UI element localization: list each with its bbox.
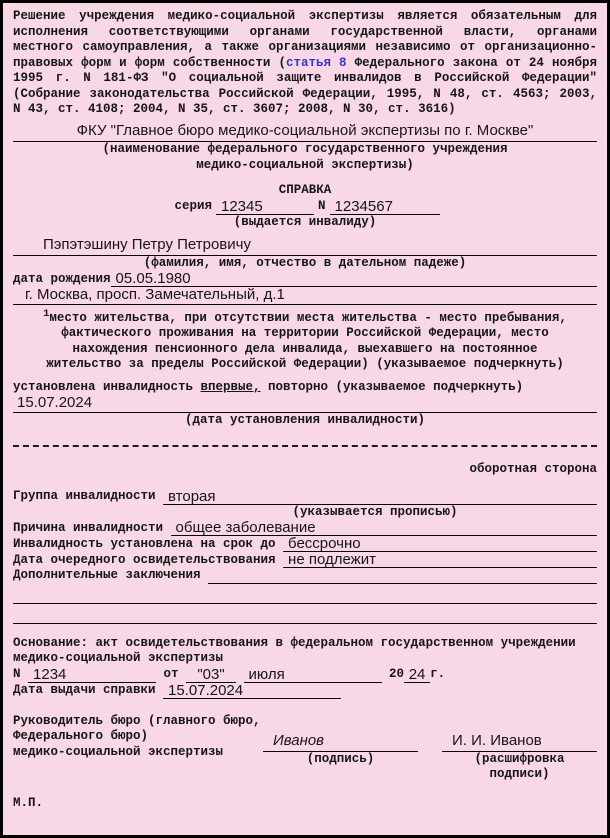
signatory-title-line1: Руководитель бюро (главного бюро, bbox=[13, 713, 261, 728]
disability-cause-row bbox=[13, 520, 597, 536]
group-value-field: вторая bbox=[163, 489, 597, 505]
back-side-label: оборотная сторона bbox=[469, 462, 597, 477]
stamp-place-label: М.П. bbox=[13, 795, 44, 810]
basis-month-field: июля bbox=[244, 667, 382, 683]
signatory-title-line2: Федерального бюро) bbox=[13, 729, 149, 744]
legal-text-before: Решение учреждения медико-социальной экспертизы является обязательным для исполнения соответствующими органами государственной власти, органами местного самоуправления, а также организациями независимо от организационно-правовых форм и форм собственности ( bbox=[13, 9, 597, 70]
issue-date-label: Дата выдачи справки bbox=[13, 683, 164, 698]
basis-year-suffix: г. bbox=[430, 667, 446, 682]
number-label: N bbox=[318, 199, 326, 213]
issue-date-field: 15.07.2024 bbox=[163, 683, 341, 699]
disability-date-caption: (дата установления инвалидности) bbox=[184, 412, 426, 427]
org-name-field: ФКУ "Главное бюро медико-социальной экспертизы по г. Москве" bbox=[13, 123, 597, 143]
signature-caption: (подпись) bbox=[306, 751, 375, 766]
article-8-link[interactable]: статья 8 bbox=[285, 55, 347, 70]
basis-year-prefix: 20 bbox=[381, 667, 405, 682]
basis-number-row bbox=[13, 667, 597, 683]
issue-date-row bbox=[13, 683, 597, 699]
next-exam-value-field: не подлежит bbox=[283, 552, 597, 568]
cause-value-field: общее заболевание bbox=[171, 520, 597, 536]
disability-established-line bbox=[13, 380, 597, 396]
basis-number-label: N bbox=[13, 667, 29, 682]
footnote-line2: фактического проживания на территории Российской Федерации, место bbox=[61, 326, 549, 341]
legal-text-after: Федерального закона от 24 ноября 1995 г. N 181-ФЗ "О социальной защите инвалидов в Российской Федерации" (Собрание законодательства Российской Федерации, 1995, N 48, ст. 4563; 2003, N 43, ст. 4108; 2004, N 35, ст. 3607; 2008, N 30, ст. 3616) bbox=[13, 55, 597, 116]
series-value-field: 12345 bbox=[216, 199, 314, 215]
signature-name-caption: (расшифровка подписи) bbox=[474, 751, 565, 782]
extra-conclusions-blank-line-2 bbox=[13, 604, 597, 624]
basis-month-spacer bbox=[236, 667, 244, 683]
extra-conclusions-label: Дополнительные заключения bbox=[13, 568, 209, 583]
signature-field bbox=[263, 733, 418, 783]
person-name-field: Пэпэтэшину Петру Петровичу bbox=[13, 237, 597, 256]
extra-conclusions-blank-line-1 bbox=[13, 584, 597, 604]
signature-block bbox=[13, 714, 597, 783]
footnote-line3: нахождения пенсионного дела инвалида, выехавшего на постоянное bbox=[72, 341, 538, 356]
basis-day-field: "03" bbox=[186, 667, 236, 683]
repeat-suffix: повторно (указываемое подчеркнуть) bbox=[260, 379, 524, 394]
basis-paragraph: Основание: акт освидетельствования в федеральном государственном учреждении медико-социальной экспертизы bbox=[13, 635, 576, 666]
extra-conclusions-field bbox=[208, 583, 597, 584]
series-label: серия bbox=[174, 199, 212, 213]
footnote-line4: жительство за пределы Российской Федерации) (указываемое подчеркнуть) bbox=[46, 357, 564, 372]
certificate-title: СПРАВКА bbox=[278, 183, 332, 197]
series-number-row bbox=[13, 199, 597, 215]
cause-label: Причина инвалидности bbox=[13, 520, 171, 535]
birth-date-row bbox=[13, 271, 597, 287]
next-exam-row bbox=[13, 552, 597, 568]
legal-preamble bbox=[13, 9, 597, 118]
birth-date-field: 05.05.1980 bbox=[111, 271, 597, 287]
next-exam-label: Дата очередного освидетельствования bbox=[13, 552, 284, 567]
signatory-title-line3: медико-социальной экспертизы bbox=[13, 744, 224, 759]
residence-footnote bbox=[13, 307, 597, 373]
signature-fields bbox=[263, 733, 597, 783]
group-caption: (указывается прописью) bbox=[292, 504, 458, 519]
address-field: г. Москва, просп. Замечательный, д.1 bbox=[13, 287, 597, 305]
signatory-title bbox=[13, 714, 263, 783]
tear-off-dashed-line bbox=[13, 445, 597, 447]
person-name-caption: (фамилия, имя, отчество в дательном падеже) bbox=[143, 255, 467, 270]
number-value-field: 1234567 bbox=[330, 199, 440, 215]
signature-value: Иванов bbox=[263, 733, 418, 752]
org-caption-line1: (наименование федерального государственного учреждения bbox=[102, 142, 508, 156]
extra-conclusions-row bbox=[13, 568, 597, 584]
group-label: Группа инвалидности bbox=[13, 489, 164, 504]
disability-group-row bbox=[13, 489, 597, 505]
first-time-underlined: впервые, bbox=[200, 379, 261, 394]
signature-name-value: И. И. Иванов bbox=[442, 733, 597, 752]
org-caption-line2: медико-социальной экспертизы) bbox=[196, 157, 414, 172]
footnote-line1: место жительства, при отсутствии места жительства - место пребывания, bbox=[49, 310, 567, 325]
basis-year-field: 24 bbox=[404, 667, 430, 683]
signature-name-field bbox=[442, 733, 597, 783]
term-label: Инвалидность установлена на срок до bbox=[13, 536, 284, 551]
birth-date-label: дата рождения bbox=[13, 271, 111, 286]
disability-date-field: 15.07.2024 bbox=[13, 395, 597, 413]
term-value-field: бессрочно bbox=[283, 536, 597, 552]
basis-number-field: 1234 bbox=[28, 667, 156, 683]
established-prefix: установлена инвалидность bbox=[13, 379, 201, 394]
disability-term-row bbox=[13, 536, 597, 552]
basis-from-label: от bbox=[156, 667, 187, 682]
footnote-marker: 1 bbox=[43, 307, 50, 320]
issued-to-caption: (выдается инвалиду) bbox=[233, 214, 377, 229]
